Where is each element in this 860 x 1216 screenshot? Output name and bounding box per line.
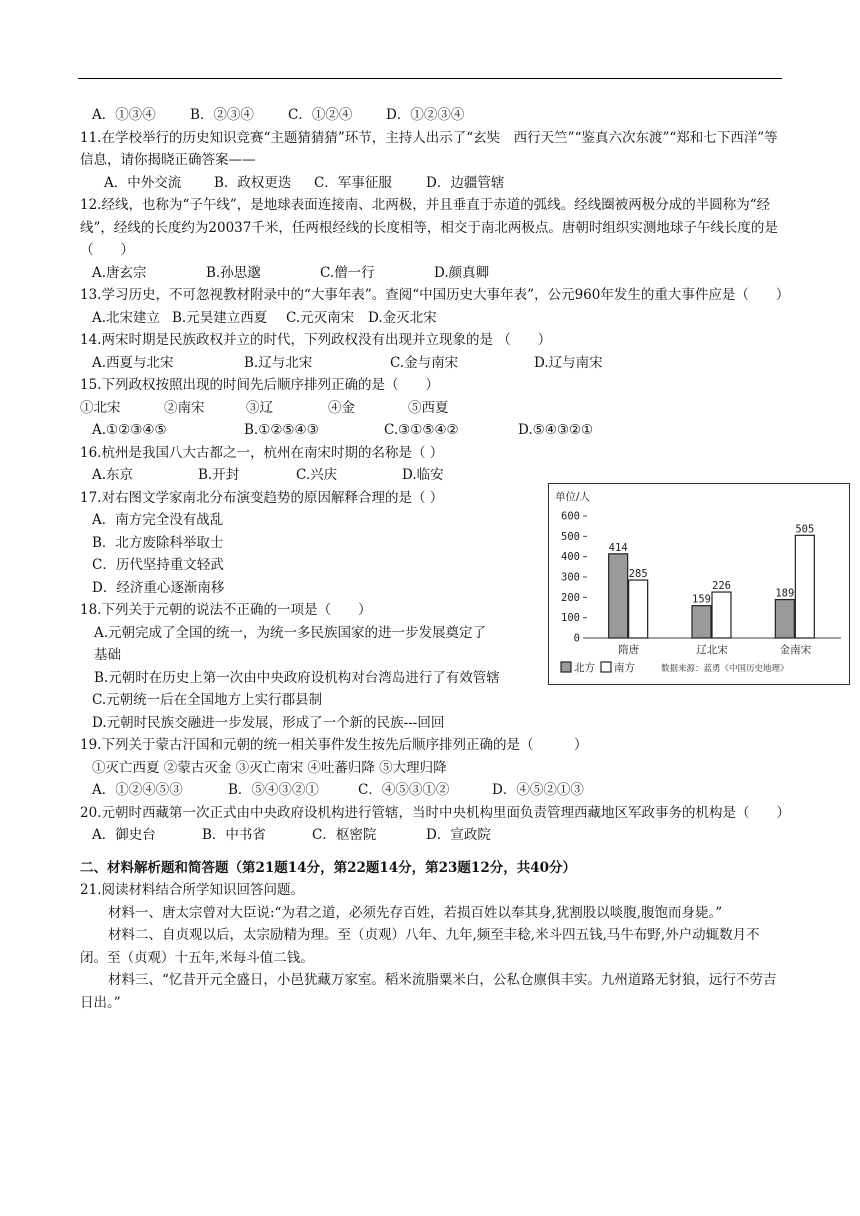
y-tick-label: 100 — [561, 612, 580, 625]
chart-source: 数据来源：蓝勇《中国历史地理》 — [661, 664, 789, 674]
q12-options — [80, 262, 786, 285]
material-1: 材料一、唐太宗曾对大臣说:“为君之道，必须先存百姓，若损百姓以奉其身,犹割股以啖腹,腹饱而身毙。” — [108, 904, 723, 921]
option: D．①②③④ — [386, 107, 465, 123]
option: A.东京 — [92, 467, 134, 483]
legend-swatch-北方 — [561, 662, 571, 672]
option: B.孙思邈 — [206, 264, 261, 281]
material-2: 材料二、自贞观以后，太宗励精为理。至（贞观）八年、九年,频至丰稔,米斗四五钱,马牛布野,外户动辄数月不闭。至（贞观）十五年,米每斗值二钱。 — [80, 927, 760, 966]
option: A．中外交流 — [104, 174, 182, 191]
option: B．北方废除科举取士 — [92, 534, 224, 551]
bar-北方 — [609, 554, 628, 638]
option: A.①②③④⑤ — [92, 422, 167, 438]
bar-北方 — [692, 606, 711, 638]
option: D．④⑤②①③ — [492, 782, 584, 798]
y-tick-label: 200 — [561, 591, 580, 604]
option: D.临安 — [402, 467, 444, 483]
q19-items: ①灭亡西夏 ②蒙古灭金 ③灭亡南宋 ④吐蕃归降 ⑤大理归降 — [92, 759, 447, 776]
bar-南方 — [629, 580, 648, 638]
option: A.西夏与北宋 — [92, 354, 174, 371]
option: D.颜真卿 — [434, 264, 490, 281]
option: A．①③④ — [92, 107, 156, 123]
q10-options — [80, 104, 786, 127]
q18-stem: 18.下列关于元朝的说法不正确的一项是（ ） — [80, 602, 372, 618]
option: C.元朝统一后在全国地方上实行郡县制 — [92, 692, 323, 708]
option-continued: 基础 — [94, 647, 121, 663]
y-tick-label: 0 — [573, 632, 580, 645]
option: C．④⑤③①② — [358, 782, 450, 798]
y-tick-label: 400 — [561, 551, 580, 564]
option: B．政权更迭 — [214, 174, 292, 191]
q11-stem: 11.在学校举行的历史知识竞赛“主题猜猜猜”环节，主持人出示了“玄奘 西行天竺”“鉴真六次东渡”“郑和七下西洋”等信息，请你揭晓正确答案—— — [80, 129, 778, 168]
option: B.开封 — [198, 467, 240, 483]
option: B．⑤④③②① — [228, 782, 319, 798]
y-tick-label: 500 — [561, 530, 580, 543]
option: C.元灭南宋 — [286, 309, 355, 326]
option: C.金与南宋 — [390, 354, 459, 371]
option: C.僧一行 — [320, 264, 375, 281]
option: B.元朝时在历史上第一次由中央政府设机构对台湾岛进行了有效管辖 — [94, 669, 500, 686]
q20-options — [80, 824, 786, 847]
q19-options — [80, 779, 786, 802]
q15-stem: 15.下列政权按照出现的时间先后顺序排列正确的是（ ） — [80, 377, 439, 393]
option: D．边疆管辖 — [426, 174, 505, 191]
item: ③辽 — [246, 399, 273, 416]
q15-options — [80, 419, 786, 442]
material-3: 材料三、“忆昔开元全盛日，小邑犹藏万家室。稻米流脂粟米白，公私仓廪俱丰实。九州道路无豺狼，远行不劳吉日出。” — [80, 972, 777, 1011]
legend-label: 北方 — [574, 662, 595, 674]
y-tick-label: 300 — [561, 571, 580, 584]
writers-distribution-chart — [548, 483, 850, 685]
bar-北方 — [775, 600, 794, 638]
q12-stem: 12.经线，也称为“子午线”，是地球表面连接南、北两极，并且垂直于赤道的弧线。经线圈被两极分成的半圆称为“经线”，经线的长度约为20037千米，任两根经线的长度相等，相交于南北两极点。唐朝时组织实测地球子午线长度的是（ ） — [80, 197, 778, 258]
option: B．②③④ — [190, 107, 254, 123]
q19-stem: 19.下列关于蒙古汗国和元朝的统一相关事件发生按先后顺序排列正确的是（ ） — [80, 737, 588, 753]
option: D.元朝时民族交融进一步发展，形成了一个新的民族---回回 — [92, 714, 445, 731]
y-tick-label: 600 — [561, 510, 580, 523]
bar-南方 — [712, 592, 731, 638]
section-heading: 二、材料解析题和简答题（第21题14分，第22题14分，第23题12分，共40分） — [80, 859, 577, 876]
option: A．南方完全没有战乱 — [92, 512, 224, 528]
option: A.北宋建立 — [92, 309, 161, 326]
category-label: 金南宋 — [779, 644, 812, 656]
q15-items — [80, 397, 786, 420]
option: A.元朝完成了全国的统一，为统一多民族国家的进一步发展奠定了 — [94, 624, 487, 641]
bar-value-label: 414 — [608, 541, 628, 554]
legend-label: 南方 — [614, 662, 635, 674]
category-label: 辽北宋 — [696, 644, 728, 656]
q20-stem: 20.元朝时西藏第一次正式由中央政府设机构进行管辖，当时中央机构里面负责管理西藏地区军政事务的机构是（ ） — [80, 804, 790, 821]
option: B.元昊建立西夏 — [172, 309, 268, 326]
option: B．中书省 — [202, 827, 266, 843]
option: A.唐玄宗 — [92, 264, 147, 281]
bar-value-label: 226 — [712, 580, 731, 593]
item: ⑤西夏 — [408, 399, 449, 416]
bar-value-label: 159 — [692, 593, 711, 606]
option: C.③①⑤④② — [384, 422, 459, 438]
q13-options — [80, 307, 786, 330]
q13-stem: 13.学习历史，不可忽视教材附录中的“大事年表”。查阅“中国历史大事年表”，公元960年发生的重大事件应是（ ） — [80, 287, 790, 303]
q16-stem: 16.杭州是我国八大古都之一，杭州在南宋时期的名称是（ ） — [80, 444, 444, 461]
q11-options — [80, 172, 786, 195]
item: ①北宋 — [80, 399, 121, 416]
legend-swatch-南方 — [601, 662, 611, 672]
q14-options — [80, 352, 786, 375]
option: D.金灭北宋 — [368, 309, 437, 326]
q17-stem: 17.对右图文学家南北分布演变趋势的原因解释合理的是（ ） — [80, 489, 444, 506]
category-label: 隋唐 — [618, 644, 640, 656]
option: A．御史台 — [92, 827, 156, 843]
chart-unit-label: 单位/人 — [555, 491, 591, 503]
q21-stem: 21.阅读材料结合所学知识回答问题。 — [80, 882, 304, 898]
bar-value-label: 505 — [795, 523, 815, 536]
option: C.兴庆 — [296, 467, 338, 483]
option: D.辽与南宋 — [534, 354, 603, 371]
option: C．军事征服 — [314, 174, 392, 191]
option: B.①②⑤④③ — [244, 422, 319, 438]
bar-南方 — [795, 535, 814, 638]
option: A．①②④⑤③ — [92, 782, 183, 798]
option: C．①②④ — [288, 107, 353, 123]
option: C．枢密院 — [312, 827, 377, 843]
header-rule — [78, 78, 782, 79]
q14-stem: 14.两宋时期是民族政权并立的时代，下列政权没有出现并立现象的是 （ ） — [80, 332, 552, 348]
bar-value-label: 285 — [628, 568, 648, 581]
option: D.⑤④③②① — [518, 422, 594, 438]
item: ②南宋 — [164, 399, 205, 416]
option: B.辽与北宋 — [244, 354, 313, 371]
option: C．历代坚持重文轻武 — [92, 557, 224, 573]
bar-value-label: 189 — [775, 587, 795, 600]
option: D．宣政院 — [426, 827, 491, 843]
option: D．经济重心逐渐南移 — [92, 579, 225, 596]
item: ④金 — [328, 399, 355, 416]
chart-svg — [549, 484, 849, 684]
